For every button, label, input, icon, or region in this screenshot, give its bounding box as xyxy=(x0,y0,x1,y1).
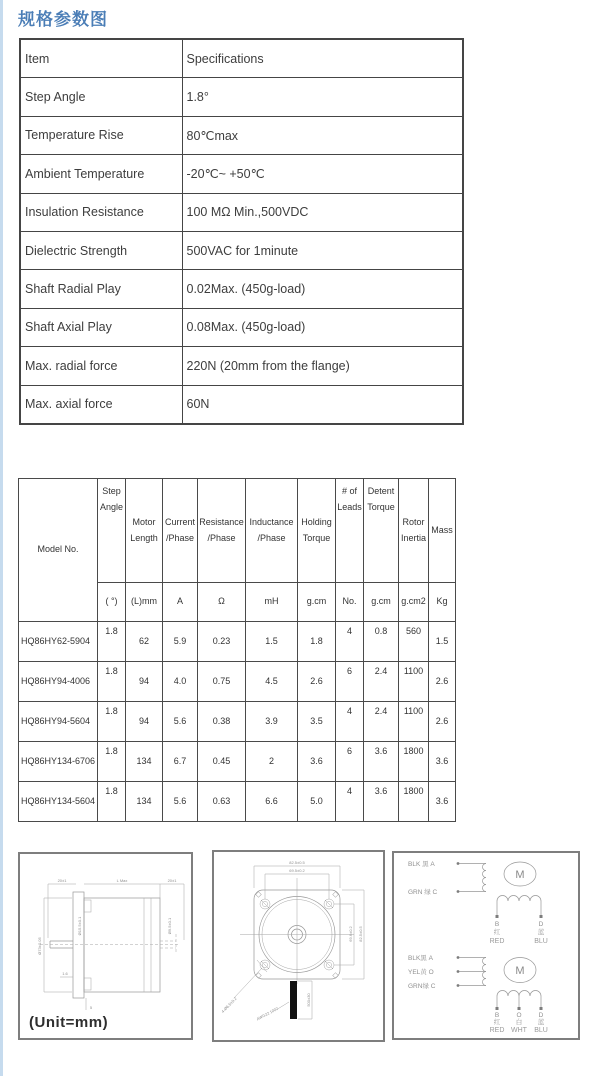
cell: 1.8 xyxy=(98,702,126,742)
cell: 2.6 xyxy=(298,662,336,702)
lead-label: YEL黄 O xyxy=(408,969,434,976)
dim-label: L Max xyxy=(116,878,128,883)
terminal-label: O xyxy=(516,1012,522,1019)
col-header-mass: Mass xyxy=(429,479,456,583)
cell: 1.8 xyxy=(98,622,126,662)
table-row xyxy=(20,155,463,193)
col-header-motor-length: Motor Length xyxy=(126,479,163,583)
terminal-label-en: BLU xyxy=(534,1027,548,1034)
col-header-leads: # of Leads xyxy=(336,479,364,583)
spec-value: -20℃~ +50℃ xyxy=(182,155,463,193)
unit-motor-length: (L)mm xyxy=(126,583,163,622)
cell: 1.5 xyxy=(246,622,298,662)
spec-item: Item xyxy=(20,39,182,78)
cell: 6.7 xyxy=(163,742,198,782)
cell: 3.6 xyxy=(429,782,456,822)
table-row xyxy=(20,231,463,269)
spec-value: 500VAC for 1minute xyxy=(182,231,463,269)
dim-label: 20±1 xyxy=(57,878,67,883)
unit-detent-torque: g.cm xyxy=(364,583,399,622)
cell: 0.63 xyxy=(198,782,246,822)
cell: 1800 xyxy=(399,742,429,782)
dim-label: Ø15.5±0.1 xyxy=(77,916,82,936)
col-header-rotor-inertia: Rotor Inertia xyxy=(399,479,429,583)
cell: 1.8 xyxy=(298,622,336,662)
cell: 5.6 xyxy=(163,782,198,822)
wiring-diagram-box xyxy=(392,851,580,1040)
table-row xyxy=(20,308,463,346)
cell: 1.8 xyxy=(98,742,126,782)
table-row xyxy=(19,622,456,662)
cell: 6 xyxy=(336,662,364,702)
page-left-accent-strip xyxy=(0,0,3,1076)
cell: 1.8 xyxy=(98,662,126,702)
unit-leads: No. xyxy=(336,583,364,622)
dim-label: 82.5±0.5 xyxy=(289,860,305,865)
model-no: HQ86HY94-5604 xyxy=(19,702,98,742)
page-title: 规格参数图 xyxy=(18,10,108,29)
cell: 4 xyxy=(336,622,364,662)
dim-label: 4-Ø6.5±0.2 xyxy=(220,996,238,1014)
cell: 0.75 xyxy=(198,662,246,702)
terminal-label-cn: 红 xyxy=(493,1019,501,1026)
spec-value: Specifications xyxy=(182,39,463,78)
spec-item: Shaft Axial Play xyxy=(20,308,182,346)
terminal-label: B xyxy=(494,921,500,928)
motor-front-view-drawing xyxy=(214,852,379,1036)
model-no: HQ86HY62-5904 xyxy=(19,622,98,662)
spec-value: 0.08Max. (450g-load) xyxy=(182,308,463,346)
unit-step-angle: ( °) xyxy=(98,583,126,622)
terminal-label-cn: 蓝 xyxy=(537,929,545,936)
unit-mass: Kg xyxy=(429,583,456,622)
dim-label: 69.6±0.2 xyxy=(348,926,353,942)
cell: 94 xyxy=(126,662,163,702)
unit-note: (Unit=mm) xyxy=(29,1014,109,1031)
side-view-drawing-box xyxy=(18,852,193,1040)
cell: 94 xyxy=(126,702,163,742)
model-no: HQ86HY134-6706 xyxy=(19,742,98,782)
cell: 4.0 xyxy=(163,662,198,702)
model-table xyxy=(18,478,456,822)
spec-item: Temperature Rise xyxy=(20,116,182,154)
cell: 2 xyxy=(246,742,298,782)
model-no: HQ86HY94-4006 xyxy=(19,662,98,702)
spec-value: 220N (20mm from the flange) xyxy=(182,347,463,385)
table-row xyxy=(20,270,463,308)
cell: 62 xyxy=(126,622,163,662)
terminal-label-cn: 红 xyxy=(493,929,501,936)
cell: 5.9 xyxy=(163,622,198,662)
cell: 4 xyxy=(336,782,364,822)
terminal-label: D xyxy=(538,921,544,928)
spec-item: Max. radial force xyxy=(20,347,182,385)
spec-value: 60N xyxy=(182,385,463,424)
table-row xyxy=(20,347,463,385)
cell: 4 xyxy=(336,702,364,742)
dim-label: 5 xyxy=(89,1005,93,1010)
cell: 0.38 xyxy=(198,702,246,742)
dim-label: AWG22 1007 xyxy=(255,1005,280,1022)
table-row xyxy=(20,193,463,231)
spec-value: 100 MΩ Min.,500VDC xyxy=(182,193,463,231)
col-header-detent-torque: Detent Torque xyxy=(364,479,399,583)
terminal-label-cn: 蓝 xyxy=(537,1019,545,1026)
cell: 0.23 xyxy=(198,622,246,662)
spec-value: 80℃max xyxy=(182,116,463,154)
table-row xyxy=(20,78,463,116)
dim-label: Ø9.5±0.1 xyxy=(167,917,172,935)
col-header-resistance: Resistance /Phase xyxy=(198,479,246,583)
col-header-inductance: Inductance /Phase xyxy=(246,479,298,583)
cell: 2.4 xyxy=(364,662,399,702)
cell: 560 xyxy=(399,622,429,662)
dim-label: 20±1 xyxy=(167,878,177,883)
cell: 3.6 xyxy=(364,782,399,822)
table-row xyxy=(19,662,456,702)
cell: 3.6 xyxy=(298,742,336,782)
terminal-label-en: BLU xyxy=(534,938,548,945)
dim-label: 500±30 xyxy=(306,993,311,1007)
motor-symbol: M xyxy=(515,965,525,977)
lead-label: GRN绿 C xyxy=(408,983,436,990)
lead-label: BLK 黑 A xyxy=(408,861,435,868)
table-row xyxy=(20,385,463,424)
cell: 2.6 xyxy=(429,662,456,702)
dim-label: Ø73±0.05 xyxy=(37,937,42,955)
col-header-step-angle: Step Angle xyxy=(98,479,126,583)
cell: 134 xyxy=(126,782,163,822)
cell: 6 xyxy=(336,742,364,782)
table-row xyxy=(20,116,463,154)
cell: 3.6 xyxy=(429,742,456,782)
model-table-header-row xyxy=(19,479,456,583)
col-header-current: Current /Phase xyxy=(163,479,198,583)
dim-label: 82.5±0.5 xyxy=(358,926,363,942)
terminal-label-en: RED xyxy=(489,938,505,945)
cell: 1.8 xyxy=(98,782,126,822)
lead-label: GRN 绿 C xyxy=(408,889,438,896)
dim-label: 1.6 xyxy=(62,971,68,976)
unit-current: A xyxy=(163,583,198,622)
cell: 2.4 xyxy=(364,702,399,742)
motor-side-view-drawing xyxy=(20,854,187,1034)
spec-item: Max. axial force xyxy=(20,385,182,424)
unit-rotor-inertia: g.cm2 xyxy=(399,583,429,622)
dim-label: 69.5±0.2 xyxy=(289,868,305,873)
motor-symbol: M xyxy=(515,869,525,881)
terminal-label-en: RED xyxy=(489,1027,505,1034)
lead-label: BLK黑 A xyxy=(408,955,433,962)
spec-item: Step Angle xyxy=(20,78,182,116)
spec-item: Dielectric Strength xyxy=(20,231,182,269)
cell: 1100 xyxy=(399,702,429,742)
cell: 1800 xyxy=(399,782,429,822)
cell: 5.0 xyxy=(298,782,336,822)
cell: 0.8 xyxy=(364,622,399,662)
spec-item: Insulation Resistance xyxy=(20,193,182,231)
cell: 3.6 xyxy=(364,742,399,782)
front-view-drawing-box xyxy=(212,850,385,1042)
cell: 0.45 xyxy=(198,742,246,782)
cell: 134 xyxy=(126,742,163,782)
spec-item: Shaft Radial Play xyxy=(20,270,182,308)
cell: 1100 xyxy=(399,662,429,702)
cell: 3.9 xyxy=(246,702,298,742)
col-header-model: Model No. xyxy=(19,479,98,622)
model-no: HQ86HY134-5604 xyxy=(19,782,98,822)
table-row xyxy=(19,782,456,822)
spec-table xyxy=(19,38,464,425)
terminal-label: B xyxy=(494,1012,500,1019)
table-row xyxy=(20,39,463,78)
unit-inductance: mH xyxy=(246,583,298,622)
terminal-label-en: WHT xyxy=(511,1027,527,1034)
wiring-diagram xyxy=(394,853,574,1034)
terminal-label-cn: 白 xyxy=(515,1019,523,1026)
spec-item: Ambient Temperature xyxy=(20,155,182,193)
col-header-holding-torque: Holding Torque xyxy=(298,479,336,583)
unit-holding-torque: g.cm xyxy=(298,583,336,622)
table-row xyxy=(19,702,456,742)
cell: 1.5 xyxy=(429,622,456,662)
cell: 4.5 xyxy=(246,662,298,702)
unit-resistance: Ω xyxy=(198,583,246,622)
cell: 2.6 xyxy=(429,702,456,742)
spec-value: 0.02Max. (450g-load) xyxy=(182,270,463,308)
cell: 5.6 xyxy=(163,702,198,742)
table-row xyxy=(19,742,456,782)
terminal-label: D xyxy=(538,1012,544,1019)
cell: 3.5 xyxy=(298,702,336,742)
spec-value: 1.8° xyxy=(182,78,463,116)
cell: 6.6 xyxy=(246,782,298,822)
